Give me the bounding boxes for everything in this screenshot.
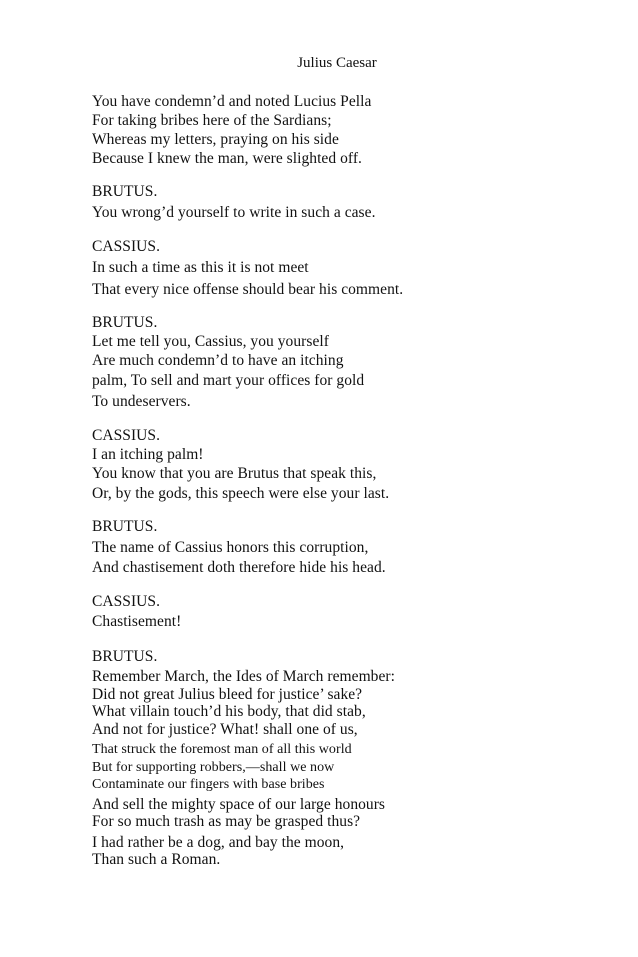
text-line: I an itching palm! [92,446,204,463]
text-line: Or, by the gods, this speech were else your last. [92,485,390,502]
text-line: Than such a Roman. [92,851,221,868]
document-title [0,55,638,72]
text-line: For so much trash as may be grasped thus? [92,813,361,830]
text-line: To undeservers. [92,393,191,410]
speaker-name: CASSIUS. [92,593,161,610]
text-line: Did not great Julius bleed for justice’ sake? [92,686,363,703]
text-line: You know that you are Brutus that speak this, [92,465,377,482]
text-line: You have condemn’d and noted Lucius Pella [92,93,372,110]
text-line: And chastisement doth therefore hide his head. [92,559,386,576]
text-line: And not for justice? What! shall one of us, [92,721,358,738]
text-line: You wrong’d yourself to write in such a case. [92,204,376,221]
speaker-name: CASSIUS. [92,427,161,444]
text-line: But for supporting robbers,—shall we now [92,760,335,775]
text-line: The name of Cassius honors this corruption, [92,539,369,556]
title-text: Julius Caesar [297,55,377,71]
text-line: Remember March, the Ides of March remember: [92,668,395,685]
speaker-name: BRUTUS. [92,314,158,331]
speaker-name: BRUTUS. [92,648,158,665]
text-line: And sell the mighty space of our large honours [92,796,386,813]
text-line: That every nice offense should bear his comment. [92,281,404,298]
text-line: Are much condemn’d to have an itching [92,352,344,369]
text-line: Whereas my letters, praying on his side [92,131,339,148]
text-line: In such a time as this it is not meet [92,259,309,276]
text-line: What villain touch’d his body, that did stab, [92,703,366,720]
text-line: I had rather be a dog, and bay the moon, [92,834,345,851]
speaker-name: CASSIUS. [92,238,161,255]
text-line: Let me tell you, Cassius, you yourself [92,333,329,350]
speaker-name: BRUTUS. [92,183,158,200]
text-line: palm, To sell and mart your offices for gold [92,372,365,389]
speaker-name: BRUTUS. [92,518,158,535]
text-line: Chastisement! [92,613,182,630]
text-line: Contaminate our fingers with base bribes [92,777,325,792]
text-line: Because I knew the man, were slighted off. [92,150,362,167]
text-line: That struck the foremost man of all this world [92,742,352,757]
text-line: For taking bribes here of the Sardians; [92,112,332,129]
